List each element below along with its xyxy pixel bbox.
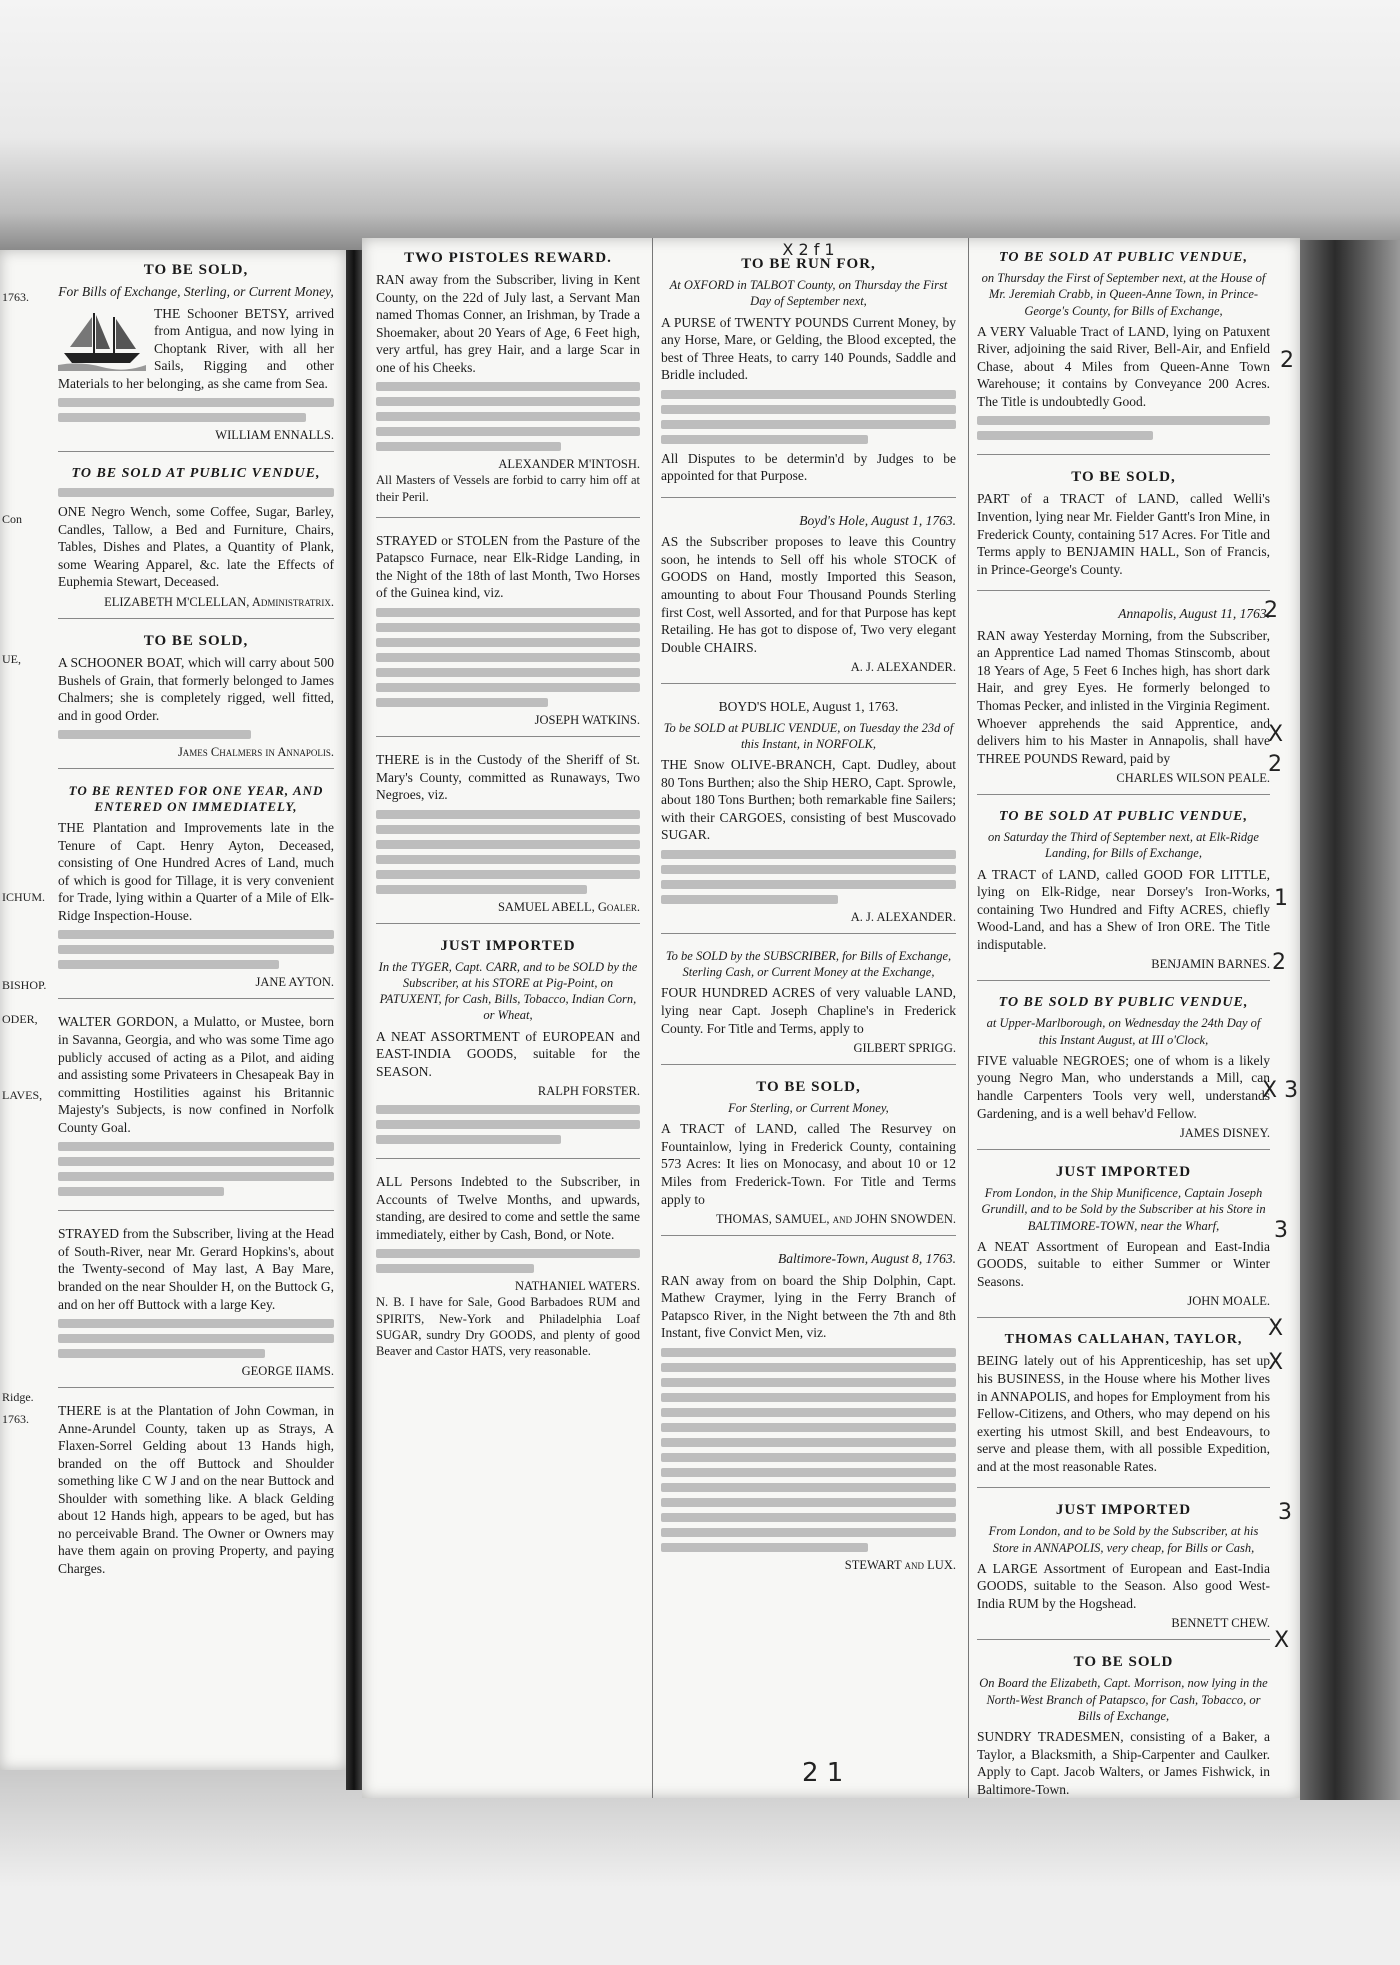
notice-body: A VERY Valuable Tract of LAND, lying on Patuxent River, adjoining the said River, Bell-Air, and Enfield Chase, about 4 Miles from Queen-Anne Town Warehouse; it contains by Conveyance 200 Acres. The Title is undoubtedly Good. — [977, 323, 1270, 409]
notice — [977, 1164, 1270, 1318]
notice-signature: NATHANIEL WATERS. — [515, 1279, 640, 1294]
notice-signature: ELIZABETH M'CLELLAN, Administratrix. — [104, 595, 334, 610]
illegible-text — [376, 810, 640, 894]
notice — [977, 250, 1270, 455]
notice-heading: TO BE SOLD, — [756, 1079, 861, 1096]
book-spine — [1300, 240, 1400, 1800]
notice-signature: SAMUEL ABELL, Goaler. — [497, 899, 640, 914]
notice — [58, 633, 334, 769]
notice-signature: RALPH FORSTER. — [537, 1084, 640, 1099]
notice-signature: James Chalmers in Annapolis. — [177, 745, 334, 760]
handwritten-annotation: 2 — [1280, 348, 1294, 373]
notice — [376, 250, 640, 518]
notice — [661, 698, 956, 934]
left-column — [50, 250, 342, 1770]
notice — [58, 1402, 334, 1589]
notice-signature: JOSEPH WATKINS. — [534, 712, 640, 727]
margin-fragment: ODER, — [2, 1012, 38, 1026]
notice-heading: JUST IMPORTED — [440, 937, 576, 954]
notice-signature: BENNETT CHEW. — [1171, 1616, 1270, 1631]
notice-footnote: N. B. I have for Sale, Good Barbadoes RUM and SPIRITS, New-York and Philadelphia Loaf SUGAR, sundry Dry GOODS, and plenty of good Beaver and Castor HATS, very reasonable. — [376, 1295, 640, 1359]
handwritten-annotation: X 2 f 1 — [782, 240, 835, 259]
notice — [661, 512, 956, 684]
notice-heading: TO BE SOLD AT PUBLIC VENDUE, — [999, 809, 1248, 825]
illegible-text — [58, 398, 334, 422]
notice-heading: TWO PISTOLES REWARD. — [404, 250, 612, 266]
handwritten-annotation: X — [1268, 1316, 1284, 1341]
notice-heading: TO BE RUN FOR, — [741, 256, 876, 272]
handwritten-annotation: 3 — [1274, 1218, 1288, 1243]
margin-fragment: Con — [2, 512, 23, 526]
notice-signature: JAMES DISNEY. — [1179, 1126, 1270, 1141]
column-3 — [968, 238, 1278, 1798]
notice-subheading: On Board the Elizabeth, Capt. Morrison, now lying in the North-West Branch of Patapsco, for Cash, Tobacco, or Bills of Exchange, — [979, 1676, 1268, 1723]
notice — [977, 1502, 1270, 1640]
notice-heading: JUST IMPORTED — [1055, 1502, 1192, 1519]
margin-fragment: LAVES, — [2, 1088, 43, 1102]
notice-heading: TO BE SOLD, — [143, 633, 249, 650]
notice-body: FOUR HUNDRED ACRES of very valuable LAND, lying near Capt. Joseph Chapline's in Frederick County. For Title and Terms, apply to — [661, 985, 956, 1036]
schooner-woodcut-icon — [58, 307, 146, 371]
illegible-text — [661, 850, 956, 904]
handwritten-annotation: 2 — [1264, 598, 1278, 623]
notice-subheading: on Thursday the First of September next, at the House of Mr. Jeremiah Crabb, in Queen-Anne Town, in Prince-George's County, for Bills of Exchange, — [981, 271, 1266, 318]
notice — [376, 1173, 640, 1371]
illegible-text — [977, 416, 1270, 440]
notice — [661, 1079, 956, 1236]
notice-subheading: For Sterling, or Current Money, — [728, 1101, 889, 1116]
photo-background-bottom — [0, 1770, 1400, 1965]
notice-subheading: To be SOLD by the SUBSCRIBER, for Bills of Exchange, Sterling Cash, or Current Money at the Exchange, — [665, 948, 952, 980]
illegible-text — [661, 390, 956, 444]
notice-body: THERE is at the Plantation of John Cowman, in Anne-Arundel County, taken up as Strays, A Flaxen-Sorrel Gelding about 13 Hands high, branded on the off Buttock and Shoulder something like C W J and on the near Buttock and Shoulder with something like. A black Gelding about 12 Hands high, appears to be aged, but has no perceivable Brand. The Owner or Owners may have them again on proving Property, and paying Charges. — [58, 1403, 334, 1576]
notice-signature: CHARLES WILSON PEALE. — [1116, 771, 1270, 786]
notice — [977, 469, 1270, 591]
notice-subheading: on Saturday the Third of September next, at Elk-Ridge Landing, for Bills of Exchange, — [988, 830, 1259, 861]
notice — [58, 1013, 334, 1211]
notice-signature: A. J. ALEXANDER. — [850, 909, 956, 924]
notice-body: AS the Subscriber proposes to leave this Country soon, he intends to Sell off his whole STOCK of GOODS on Hand, mostly Imported this Season, amounting to about Four Thousand Pounds Sterling first Cost, well Assorted, and for that Purpose has kept Retailing. He has got to dispose of, Two very elegant Double CHAIRS. — [661, 534, 956, 655]
notice-subheading: at Upper-Marlborough, on Wednesday the 24th Day of this Instant August, at III o'Clock, — [986, 1016, 1261, 1047]
notice — [58, 1225, 334, 1388]
margin-fragment: ICHUM. — [2, 890, 46, 904]
illegible-text — [58, 1142, 334, 1196]
notice-signature: ALEXANDER M'INTOSH. — [498, 457, 640, 472]
notice-body: A LARGE Assortment of European and East-India GOODS, suitable to the Season. Also good West-India RUM by the Hogshead. — [977, 1560, 1270, 1611]
notice-subheading: From London, and to be Sold by the Subscriber, at his Store in ANNAPOLIS, very cheap, for Bills or Cash, — [988, 1524, 1259, 1555]
notice-signature: JANE AYTON. — [255, 975, 334, 990]
illegible-text — [376, 608, 640, 707]
notice-signature: THOMAS, SAMUEL, and JOHN SNOWDEN. — [716, 1212, 956, 1227]
notice — [376, 532, 640, 737]
notice-heading: TO BE SOLD AT PUBLIC VENDUE, — [71, 466, 321, 482]
illegible-text — [376, 382, 640, 451]
notice-dateline: Boyd's Hole, August 1, 1763. — [799, 512, 956, 528]
notice-subheading: At OXFORD in TALBOT County, on Thursday the First Day of September next, — [669, 278, 948, 309]
notice-footnote: All Masters of Vessels are forbid to carry him off at their Peril. — [376, 473, 640, 504]
notice-footnote: All Disputes to be determin'd by Judges to be appointed for that Purpose. — [661, 450, 956, 484]
illegible-text — [661, 1348, 956, 1552]
notice-body: A TRACT of LAND, called The Resurvey on Fountainlow, lying in Frederick County, containing 573 Acres: It lies on Monocasy, and about 10 or 12 Miles from Frederick-Town. For Title and Terms apply to — [661, 1121, 956, 1207]
illegible-text — [58, 730, 334, 739]
notice — [661, 1250, 956, 1581]
notice-heading: THOMAS CALLAHAN, TAYLOR, — [1004, 1332, 1243, 1348]
illegible-text — [376, 1249, 640, 1273]
notice-body: ALL Persons Indebted to the Subscriber, in Accounts of Twelve Months, and upwards, standing, are desired to come and settle the same immediately, either by Cash, Bond, or Note. — [376, 1174, 640, 1242]
notice-body: RAN away from the Subscriber, living in Kent County, on the 22d of July last, a Servant Man named Thomas Conner, an Irishman, by Trade a Shoemaker, about 20 Years of Age, 6 Feet high, very artful, has grey Hair, and a large Scar in one of his Cheeks. — [376, 272, 640, 375]
notice-body: STRAYED or STOLEN from the Pasture of the Patapsco Furnace, near Elk-Ridge Landing, in the Night of the 18th of last Month, Two Horses of the Guinea kind, viz. — [376, 532, 640, 601]
notice-body: THE Schooner BETSY, arrived from Antigua, and now lying in Choptank River, with all her Sails, Rigging and other Materials to her belonging, as she came from Sea. — [58, 305, 334, 391]
notice-body: ONE Negro Wench, some Coffee, Sugar, Barley, Candles, Tallow, a Bed and Furniture, Chairs, Tables, Dishes and Plates, a Quantity of Plank, some Wearing Apparel, &c. late the Effects of Euphemia Stewart, Deceased. — [58, 504, 334, 590]
handwritten-annotation: 2 — [1272, 950, 1286, 975]
column-1 — [368, 238, 648, 1798]
notice-dateline: BOYD'S HOLE, August 1, 1763. — [718, 699, 899, 715]
handwritten-annotation: 3 — [1278, 1500, 1292, 1525]
notice-signature: A. J. ALEXANDER. — [850, 660, 956, 675]
notice — [977, 1332, 1270, 1488]
handwritten-annotation: 1 — [1274, 886, 1288, 911]
notice — [977, 995, 1270, 1150]
notice — [977, 809, 1270, 981]
margin-fragment: UE, — [2, 652, 21, 666]
page-gutter — [346, 250, 362, 1790]
notice-body: THERE is in the Custody of the Sheriff of St. Mary's County, committed as Runaways, Two Negroes, viz. — [376, 751, 640, 803]
column-2 — [652, 238, 964, 1798]
notice — [376, 938, 640, 1160]
notice-body: A NEAT ASSORTMENT of EUROPEAN and EAST-INDIA GOODS, suitable for the SEASON. — [376, 1028, 640, 1079]
notice-body: BEING lately out of his Apprenticeship, has set up his BUSINESS, in the House where his Mother lives in ANNAPOLIS, and hopes for Employment from his Fellow-Citizens, and Others, who may depend on his exerting his utmost Skill, and best Endeavours, to serve and please them, with all possible Expedition, and at the most reasonable Rates. — [977, 1353, 1270, 1474]
notice — [661, 256, 956, 498]
notice-body: SUNDRY TRADESMEN, consisting of a Baker, a Taylor, a Blacksmith, a Ship-Carpenter and Caulker. Apply to Capt. Jacob Walters, or James Fishwick, in Baltimore-Town. — [977, 1729, 1270, 1797]
notice-heading: TO BE SOLD — [1073, 1654, 1174, 1671]
page-number: 2 1 — [802, 1758, 844, 1788]
notice-heading: TO BE RENTED FOR ONE YEAR, AND ENTERED ON IMMEDIATELY, — [68, 783, 324, 815]
notice — [58, 783, 334, 999]
notice — [977, 1654, 1270, 1798]
notice-signature: GILBERT SPRIGG. — [853, 1041, 956, 1056]
handwritten-annotation: X 3 — [1262, 1078, 1299, 1103]
notice — [58, 466, 334, 619]
illegible-text — [58, 488, 334, 497]
notice — [376, 751, 640, 924]
left-page — [0, 250, 346, 1770]
margin-fragment: Ridge. — [2, 1390, 34, 1404]
notice-body: RAN away Yesterday Morning, from the Subscriber, an Apprentice Lad named Thomas Stinscomb, about 18 Years of Age, 5 Feet 6 Inches high, has short dark Hair, and grey Eyes. He formerly belonged to Thomas Pecker, and inlisted in the Virginia Regiment. Whoever apprehends the said Apprentice, and delivers him to his Master in Annapolis, shall have THREE POUNDS Reward, paid by — [977, 627, 1270, 766]
handwritten-annotation: 2 — [1268, 752, 1282, 777]
notice-body: WALTER GORDON, a Mulatto, or Mustee, born in Savanna, Georgia, and who was some Time ago publicly accused of acting as a Pilot, and aiding and assisting some Privateers in Chesapeak Bay in committing Hostilities against his Britannic Majesty's Subjects, is now confined in Norfolk County Goal. — [58, 1014, 334, 1135]
illegible-text — [58, 930, 334, 969]
notice — [58, 262, 334, 452]
notice-body: RAN away from on board the Ship Dolphin, Capt. Mathew Craymer, lying in the Ferry Branch of Patapsco River, in the Night between the 7th and 8th Instant, five Convict Men, viz. — [661, 1272, 956, 1341]
handwritten-annotation: X — [1274, 1628, 1290, 1653]
main-page — [362, 238, 1300, 1798]
handwritten-annotation: X — [1268, 1350, 1284, 1375]
notice-body: A SCHOONER BOAT, which will carry about 500 Bushels of Grain, that formerly belonged to James Chalmers; she is completely rigged, well fitted, and in good Order. — [58, 655, 334, 723]
illegible-text — [376, 1105, 640, 1144]
notice-body: FIVE valuable NEGROES; one of whom is a likely young Negro Man, who understands a Mill, can handle Carpenters Tools very well, understands Gardening, and is a well behav'd Fellow. — [977, 1052, 1270, 1121]
notice-signature: BENJAMIN BARNES. — [1151, 957, 1270, 972]
notice-body: PART of a TRACT of LAND, called Welli's Invention, lying near Mr. Fielder Gantt's Iron Mine, in Frederick County, containing 517 Acres. For Title and Terms apply to BENJAMIN HALL, Son of Francis, in Prince-George's County. — [977, 491, 1271, 577]
notice-signature: STEWART and LUX. — [844, 1557, 956, 1572]
notice-heading: TO BE SOLD BY PUBLIC VENDUE, — [998, 995, 1249, 1011]
notice-heading: TO BE SOLD AT PUBLIC VENDUE, — [999, 250, 1248, 265]
notice-body: A TRACT of LAND, called GOOD FOR LITTLE, lying on Elk-Ridge, near Dorsey's Iron-Works, containing Two Hundred and Fifty ACRES, chiefly Wood-Land, and has a Shew of Iron ORE. The Title indisputable. — [977, 866, 1270, 952]
notice-heading: TO BE SOLD, — [143, 262, 249, 278]
notice-body: THE Snow OLIVE-BRANCH, Capt. Dudley, about 80 Tons Burthen; also the Ship HERO, Capt. Sprowle, about 180 Tons Burthen; both remarkable fine Sailers; with their CARGOES, consisting of best Muscovado SUGAR. — [661, 757, 956, 843]
notice-signature: JOHN MOALE. — [1187, 1294, 1270, 1309]
notice — [977, 605, 1270, 795]
notice-body: THE Plantation and Improvements late in the Tenure of Capt. Henry Ayton, Deceased, consisting of One Hundred Acres of Land, much of which is good for Tillage, it is very convenient for Trade, lying within a Quarter of a Mile of Elk-Ridge Inspection-House. — [58, 820, 334, 923]
notice-dateline: Baltimore-Town, August 8, 1763. — [777, 1251, 956, 1267]
notice-signature: GEORGE IIAMS. — [241, 1364, 334, 1379]
margin-fragment: BISHOP. — [2, 978, 47, 992]
notice-subheading: To be SOLD at PUBLIC VENDUE, on Tuesday the 23d of this Instant, in NORFOLK, — [663, 720, 954, 751]
notice — [661, 948, 956, 1065]
handwritten-annotation: X — [1268, 722, 1284, 747]
notice-subheading: In the TYGER, Capt. CARR, and to be SOLD by the Subscriber, at his STORE at Pig-Point, on PATUXENT, for Cash, Bills, Tobacco, Indian Corn, or Wheat, — [378, 959, 638, 1023]
margin-fragment: 1763. — [2, 290, 29, 304]
notice-heading: TO BE SOLD, — [1071, 469, 1176, 486]
illegible-text — [58, 1319, 334, 1358]
notice-signature: WILLIAM ENNALLS. — [215, 428, 334, 443]
notice-heading: JUST IMPORTED — [1055, 1164, 1192, 1181]
notice-body: A NEAT Assortment of European and East-India GOODS, suitable to either Summer or Winter Seasons. — [977, 1238, 1270, 1289]
notice-dateline: Annapolis, August 11, 1763. — [1118, 606, 1270, 622]
notice-body: STRAYED from the Subscriber, living at the Head of South-River, near Mr. Gerard Hopkins's, about the Twenty-second of May last, A Bay Mare, branded on the near Shoulder H, on the Buttock G, and on her off Buttock with a large Key. — [58, 1226, 334, 1312]
notice-subheading: For Bills of Exchange, Sterling, or Current Money, — [58, 284, 334, 299]
photo-background-top — [0, 0, 1400, 250]
notice-subheading: From London, in the Ship Munificence, Captain Joseph Grundill, and to be Sold by the Subscriber at his Store in BALTIMORE-TOWN, near the Wharf, — [981, 1186, 1266, 1233]
margin-fragment: 1763. — [2, 1412, 29, 1426]
notice-body: A PURSE of TWENTY POUNDS Current Money, by any Horse, Mare, or Gelding, the Blood excepted, the best of Three Heats, to carry 140 Pounds, Saddle and Bridle included. — [661, 314, 956, 383]
